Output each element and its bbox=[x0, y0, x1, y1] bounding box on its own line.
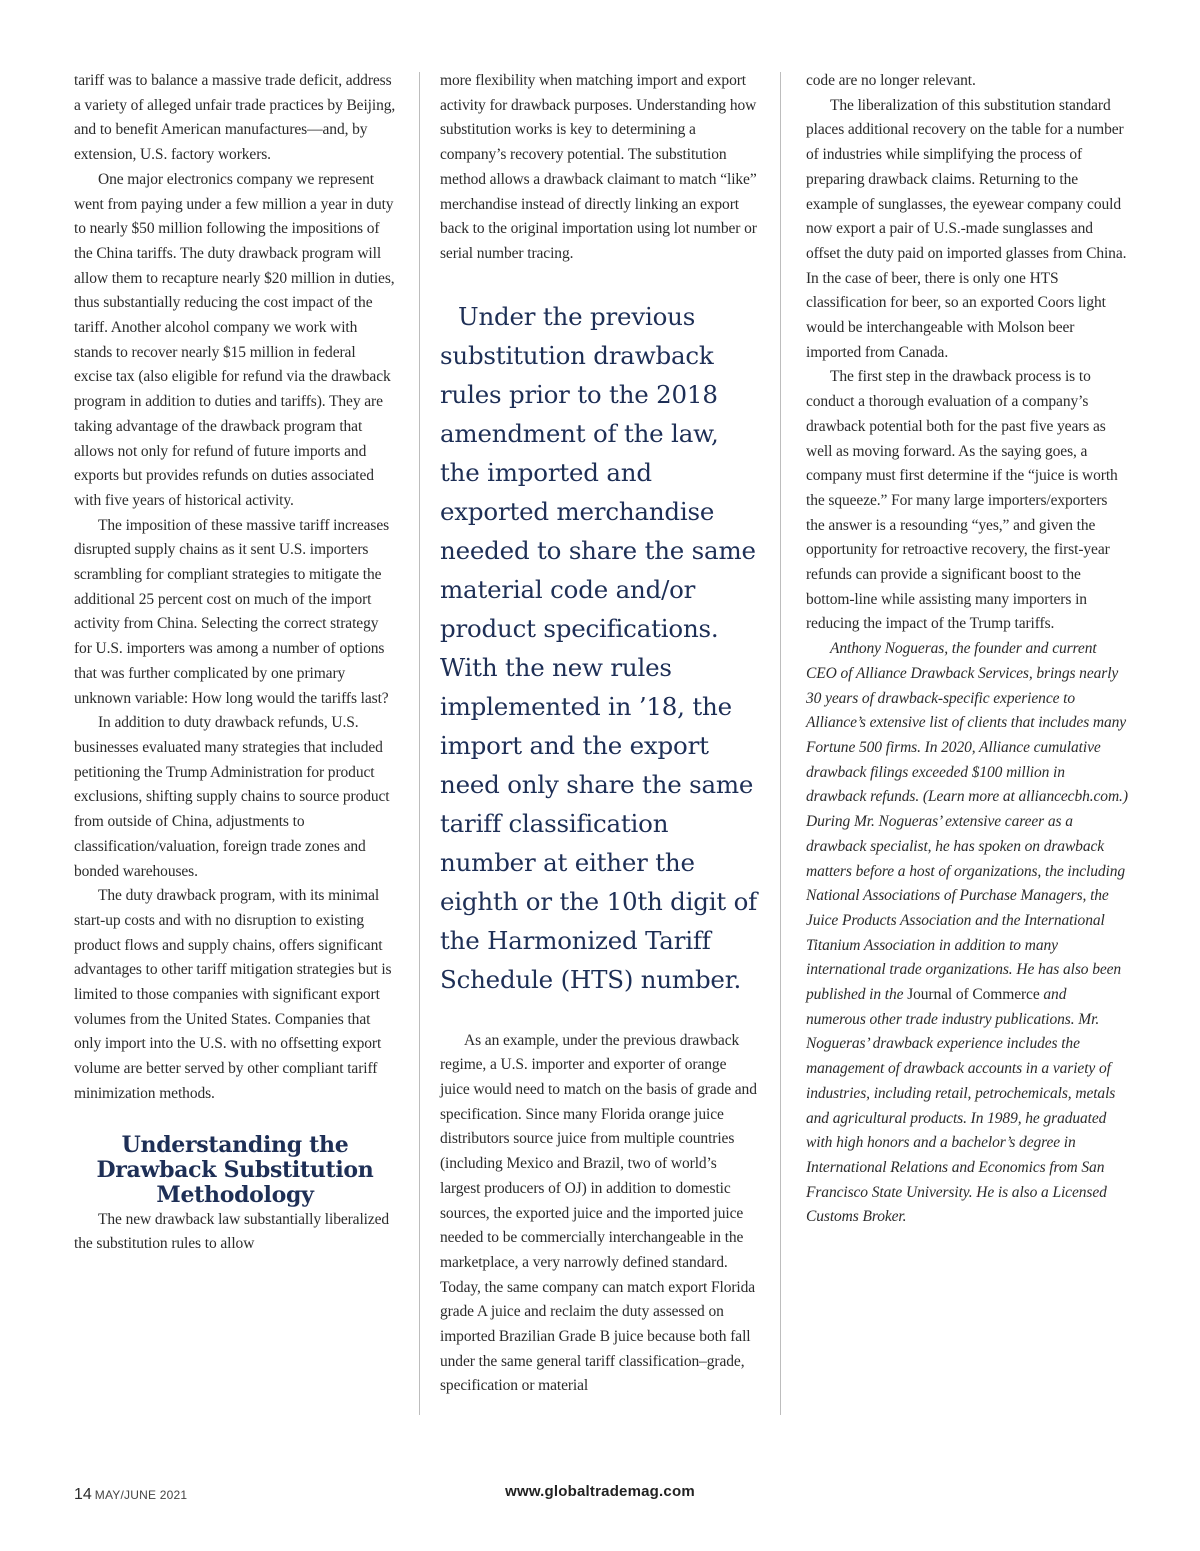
paragraph: As an example, under the previous drawback regime, a U.S. importer and exporter of orange juice would need to match on the basis of grade and specification. Since many Florida orange juice distributors source juice from multiple countries (including Mexico and Brazil, two of world’s largest producers of OJ) in addition to domestic sources, the exported juice and the imported juice needed to be commercially interchangeable in the marketplace, a very narrowly defined standard. Today, the same company can match export Florida grade A juice and reclaim the duty assessed on imported Brazilian Grade B juice because both fall under the same general tariff classification–grade, specification or material bbox=[440, 1031, 757, 1395]
paragraph: The first step in the drawback process is to conduct a thorough evaluation of a company’s drawback potential both for the past five years as well as moving forward. As the saying goes, a company must first determine if the “juice is worth the squeeze.” For many large importers/exporters the answer is a resounding “yes,” and given the opportunity for retroactive recovery, the first-year refunds can provide a significant boost to the bottom-line while assisting many importers in reducing the impact of the Trump tariffs. bbox=[806, 368, 1118, 633]
paragraph: The liberalization of this substitution standard places additional recovery on the table for a number of industries while simplifying the process of preparing drawback claims. Returning to the example of sunglasses, the eyewear company could now export a pair of U.S.-made sunglasses and offset the duty paid on imported glasses from China. In the case of beer, there is only one HTS classification for beer, so an exported Coors light would be interchangeable with Molson beer imported from Canada. bbox=[806, 96, 1127, 361]
paragraph: more flexibility when matching import and export activity for drawback purposes. Understanding how substitution works is key to determining a company’s recovery potential. The substitution method allows a drawback claimant to match “like” merchandise instead of directly linking an export back to the original importation using lot number or serial number tracing. bbox=[440, 72, 757, 262]
paragraph: The duty drawback program, with its minimal start-up costs and with no disruption to existing product flows and supply chains, offers significant advantages to other tariff mitigation strategies but is limited to those companies with significant export volumes from the United States. Companies that only import into the U.S. with no offsetting export volume are better served by other compliant tariff minimization methods. bbox=[74, 887, 392, 1102]
footer-url-link[interactable]: www.globaltrademag.com bbox=[505, 1483, 695, 1500]
author-bio-text: and numerous other trade industry publications. Mr. Nogueras’ drawback experience includes the management of drawback accounts in a variety of industries, including retail, petrochemicals, metals and agricultural products. In 1989, he graduated with high honors and a bachelor’s degree in International Relations and Economics from San Francisco State University. He is also a Licensed Customs Broker. bbox=[806, 986, 1116, 1226]
paragraph: The new drawback law substantially liberalized the substitution rules to allow bbox=[74, 1210, 390, 1253]
paragraph: code are no longer relevant. bbox=[806, 72, 976, 89]
paragraph: In addition to duty drawback refunds, U.S. businesses evaluated many strategies that included petitioning the Trump Administration for product exclusions, shifting supply chains to source product from outside of China, adjustments to classification/valuation, foreign trade zones and bonded warehouses. bbox=[74, 714, 390, 880]
pull-quote: Under the previous substitution drawback rules prior to the 2018 amendment of the law, the imported and exported merchandise needed to share the same material code and/or product specifications. With the new rules implemented in ’18, the import and the export need only share the same tariff classification number at either the eighth or the 10th digit of the Harmonized Tariff Schedule (HTS) number. bbox=[440, 301, 758, 994]
paragraph: The imposition of these massive tariff increases disrupted supply chains as it sent U.S. importers scrambling for compliant strategies to mitigate the additional 25 percent cost on much of the import activity from China. Selecting the correct strategy for U.S. importers was among a number of options that was further complicated by one primary unknown variable: How long would the tariffs last? bbox=[74, 516, 390, 707]
issue-date: MAY/JUNE 2021 bbox=[94, 1488, 188, 1502]
author-bio-text: Anthony Nogueras, the founder and current CEO of Alliance Drawback Services, brings nearly 30 years of drawback-specific experience to Alliance’s extensive list of clients that includes many Fortune 500 firms. In 2020, Alliance cumulative drawback filings exceeded $100 million in drawback refunds. (Learn more at alliancecbh.com.) During Mr. Nogueras’ extensive career as a drawback specialist, he has spoken on drawback matters before a host of organizations, the including National Associations of Purchase Managers, the Juice Products Association and the International Titanium Association in addition to many international trade organizations. He has also been published in the bbox=[806, 640, 1128, 1004]
column-divider-2 bbox=[780, 72, 781, 1415]
publication-name: Journal of Commerce bbox=[907, 986, 1040, 1004]
article-column-2 bbox=[440, 69, 758, 1399]
section-subhead: Understanding the Drawback Substitution Methodology bbox=[96, 1131, 374, 1208]
author-bio bbox=[806, 637, 1128, 1230]
paragraph: tariff was to balance a massive trade deficit, address a variety of alleged unfair trade practices by Beijing, and to benefit American manufactures—and, by extension, U.S. factory workers. bbox=[74, 72, 396, 164]
article-column-1 bbox=[74, 69, 396, 1257]
article-column-3 bbox=[806, 69, 1128, 1230]
paragraph: One major electronics company we represent went from paying under a few million a year in duty to nearly $50 million following the impositions of the China tariffs. The duty drawback program will allow them to recapture nearly $20 million in duties, thus substantially reducing the cost impact of the tariff. Another alcohol company we work with stands to recover nearly $15 million in federal excise tax (also eligible for refund via the drawback program in addition to duties and tariffs). They are taking advantage of the drawback program that allows not only for refund of future imports and exports but provides refunds on duties associated with five years of historical activity. bbox=[74, 170, 395, 509]
page-number: 14 bbox=[74, 1486, 92, 1503]
column-divider-1 bbox=[419, 72, 420, 1415]
